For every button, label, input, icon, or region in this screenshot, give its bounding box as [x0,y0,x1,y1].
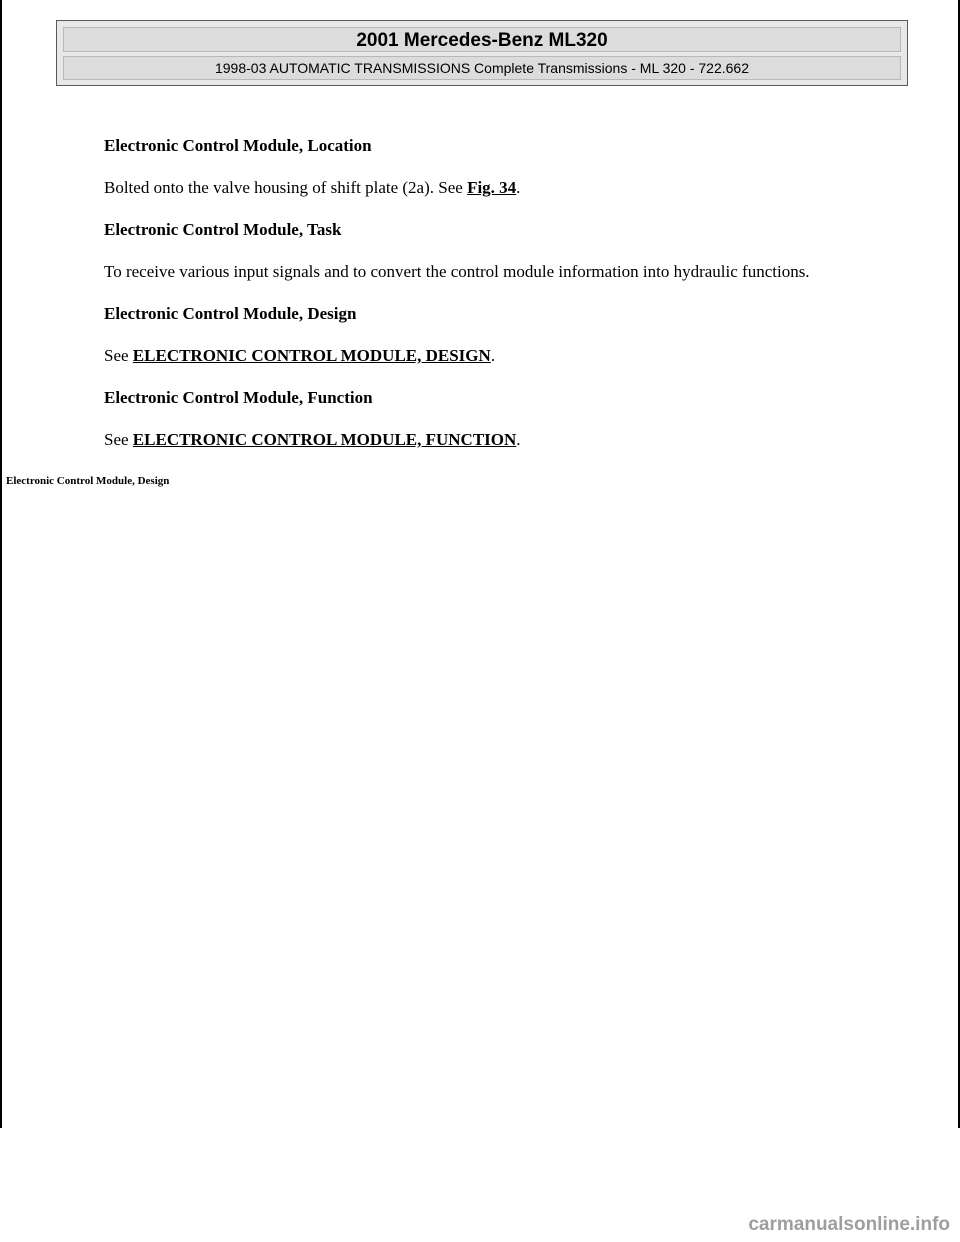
function-link[interactable]: ELECTRONIC CONTROL MODULE, FUNCTION [132,430,517,449]
function-paragraph [104,430,924,472]
task-heading: Electronic Control Module, Task [104,220,342,239]
location-text-end: . [516,178,521,197]
location-heading: Electronic Control Module, Location [104,136,372,155]
function-text: See [104,430,133,449]
page-border-left [0,0,2,1128]
function-text-end: . [516,430,521,449]
design-text: See [104,346,133,365]
watermark: carmanualsonline.info [748,1214,950,1235]
location-paragraph [104,178,924,220]
function-heading: Electronic Control Module, Function [104,388,373,407]
header-title: 2001 Mercedes-Benz ML320 [63,27,901,52]
document-header [56,20,908,86]
design-text-end: . [490,346,496,365]
document-body [104,136,924,472]
design-link[interactable]: ELECTRONIC CONTROL MODULE, DESIGN [132,346,491,365]
task-paragraph: To receive various input signals and to convert the control module information into hydraulic functions. [104,262,810,281]
figure-caption: Electronic Control Module, Design [6,475,170,487]
design-paragraph [104,346,924,388]
design-heading: Electronic Control Module, Design [104,304,357,323]
header-subtitle: 1998-03 AUTOMATIC TRANSMISSIONS Complete Transmissions - ML 320 - 722.662 [63,56,901,80]
fig-34-link[interactable]: Fig. 34 [467,178,517,197]
location-text: Bolted onto the valve housing of shift plate (2a). See [104,178,468,197]
